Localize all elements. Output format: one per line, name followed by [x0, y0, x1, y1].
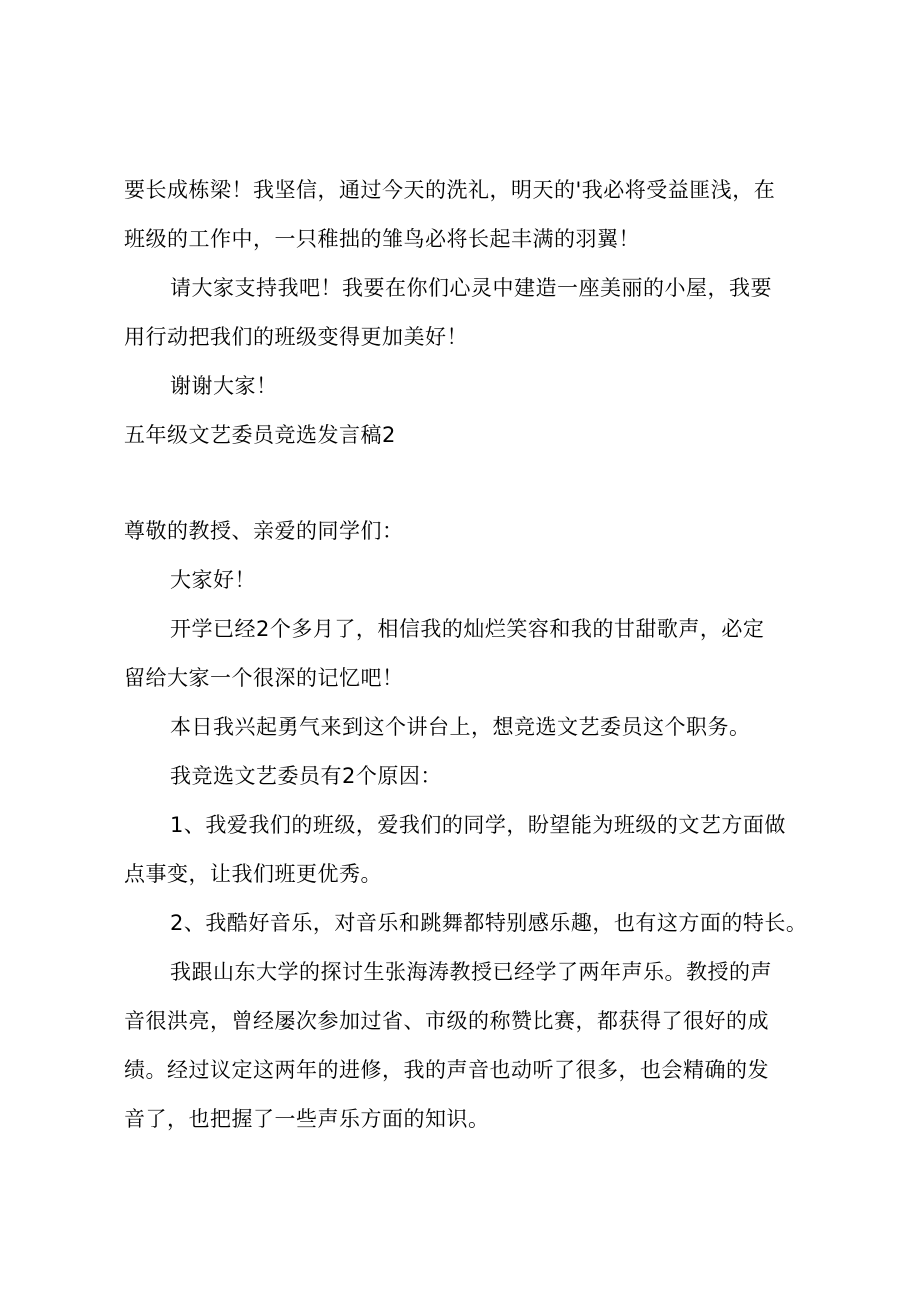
paragraph-line: 要长成栋梁！我坚信，通过今天的洗礼，明天的'我必将受益匪浅，在 [124, 178, 776, 202]
list-item-continuation: 点事变，让我们班更优秀。 [124, 862, 382, 886]
paragraph-line: 留给大家一个很深的记忆吧！ [124, 666, 404, 690]
paragraph-line: 班级的工作中，一只稚拙的雏鸟必将长起丰满的羽翼！ [124, 227, 640, 251]
paragraph-line: 请大家支持我吧！我要在你们心灵中建造一座美丽的小屋，我要 [170, 276, 772, 300]
list-item: 2、我酷好音乐，对音乐和跳舞都特别感乐趣，也有这方面的特长。 [170, 911, 808, 935]
paragraph-line: 谢谢大家！ [170, 374, 278, 398]
salutation: 尊敬的教授、亲爱的同学们： [124, 519, 404, 543]
paragraph-line: 我跟山东大学的探讨生张海涛教授已经学了两年声乐。教授的声 [170, 960, 772, 984]
paragraph-line: 绩。经过议定这两年的进修，我的声音也动听了很多，也会精确的发 [124, 1058, 769, 1082]
paragraph-line: 本日我兴起勇气来到这个讲台上，想竞选文艺委员这个职务。 [170, 715, 751, 739]
paragraph-line: 开学已经2个多月了，相信我的灿烂笑容和我的甘甜歌声，必定 [170, 617, 765, 641]
paragraph-line: 音很洪亮，曾经屡次参加过省、市级的称赞比赛，都获得了很好的成 [124, 1009, 769, 1033]
section-title: 五年级文艺委员竞选发言稿2 [124, 423, 396, 447]
list-item: 1、我爱我们的班级，爱我们的同学，盼望能为班级的文艺方面做 [170, 813, 786, 837]
greeting: 大家好！ [170, 568, 256, 592]
paragraph-line: 音了，也把握了一些声乐方面的知识。 [124, 1107, 490, 1131]
paragraph-line: 用行动把我们的班级变得更加美好！ [124, 325, 468, 349]
paragraph-line: 我竞选文艺委员有2个原因： [170, 764, 442, 788]
